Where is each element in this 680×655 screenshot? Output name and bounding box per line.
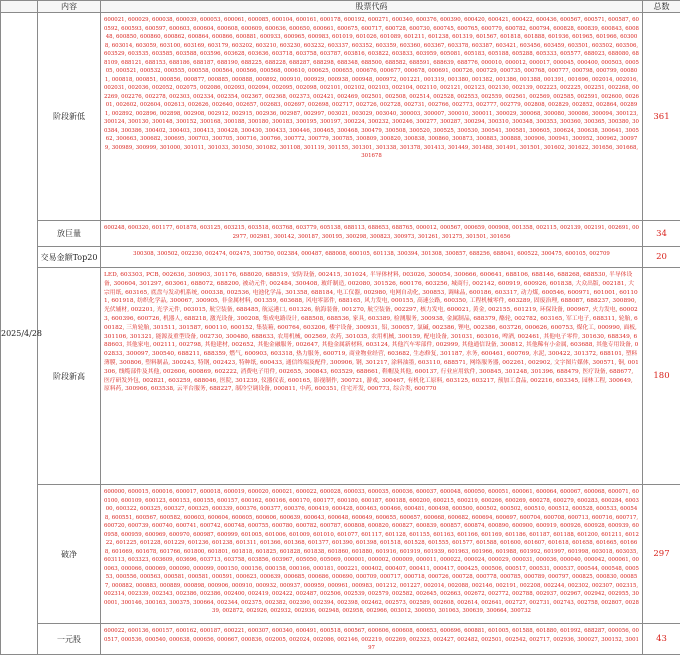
stock-codes-text: 600248, 600320, 601177, 601878, 603125, 603215, 603518, 603768, 603779, 605138, 688113, 688653, 688765, 000012, 000567, 000659, 000908, 001358, 002115, 002139, 002191, 002691, 002977, 002981, 300142, 300187, 300195, 300298, 300823, 300973, 301261, 301275, 301501, 301656 <box>104 225 639 240</box>
header-total: 总数 <box>643 1 680 13</box>
header-date <box>1 1 38 13</box>
stock-codes <box>101 624 643 655</box>
table-row <box>1 247 680 268</box>
table-row <box>1 13 680 221</box>
stock-list-text: LED, 603303, PCB, 002636, 300903, 301176, 688020, 688519, 安防设备, 002415, 301024, 半导体材料, 003026, 300054, 300666, 600641, 688106, 688146, 688268, 688530, 半导体设备, 300604, 301297, 603061, 688072, 688200, 被动元件, 002484, 300408, 玻纤制造, 002080, 301526, 600176, 603256, 城商行, 002142, 600919, 600926, 601838, 大众出版, 002181, 大宗用纸, 603165, 底盘与发动机系统, 000338, 002536, 电池化学品, 301358, 688184, 电工仪器, 002980, 电网自动化, 300853, 调味品, 600186, 603317, 动力煤, 600546, 600971, 601001, 601101, 601918, 纺织化学品, 300067, 300905, 非金属材料, 001359, 603688, 风电零部件, 688165, 风力发电, 000155, 高速公路, 600350, 工程机械零件, 603289, 固废治理, 688087, 688237, 300890, 光伏辅材, 002201, 光学元件, 003015, 航空装备, 688485, 航运港口, 601326, 航海装备, 001270, 航空装备, 002297, 核力发电, 600021, 黄金, 002155, 601219, 环保设备, 000967, 火力发电, 600023, 600396, 600726, 机器人, 688218, 激光设备, 300208, 集成电路设计, 688508, 688536, 家具, 603389, 检测服务, 300938, 金属制品, 688379, 酪轮, 002782, 603165, 军工电子, 688311, 轮胎, 600182, 三角轮胎, 301511, 301587, 600110, 600152, 集装箱, 600764, 603206, 楼宇设备, 300931, 铝, 300057, 氯碱, 002386, 锂电, 002386, 603726, 000626, 600753, 煤化工, 000990, 面板, 301106, 301321, 能源及重型设备, 002730, 300480, 688633, 农用机械, 002569, 农药, 301035, 农用机械, 300159, 配电设备, 301031, 603016, 啤酒, 002461, 其他电子零件, 301630, 688349, 688603, 其他家电, 002111, 002798, 其他建材, 002652, 其他金融服务, 002647, 其他金属新材料, 603124, 其他汽车零部件, 002999, 其他通信设备, 300812, 其他稀有小金属, 603688, 其他专用设备, 002833, 300097, 300540, 688211, 688359, 燃气, 600903, 603318, 热力服务, 600719, 商业物业经营, 603682, 生态修复, 301187, 水务, 600461, 600769, 水泥, 300422, 301372, 688101, 塑料薄膜, 300806, 塑料制品, 300243, 特钢, 002423, 特种纸, 600433, 通信终端及配件, 300906, 钢, 301217, 涂料油墨, 603110, 688571, 网络服务器, 002261, 002902, 文字图片媒体, 300571, 铜, 001306, 线缆部件及其他, 002606, 600869, 602222, 消费电子用件, 002655, 300843, 603529, 688661, 鞋帽及其他, 600137, 行业应用软件, 300845, 301248, 301396, 688479, 医疗设备, 688677, 医疗研发外包, 002821, 603259, 688046, 医院, 301239, 仪器仪表, 600165, 影视制作, 300721, 游戏, 300467, 有机化工原料, 603125, 603217, 预加工食品, 002216, 603345, 园林工程, 300649, 原料药, 300966, 603538, 云平台服务, 688227, 制冷空调设备, 000811, 中药, 600351, 住宅开发, 000773, 综合类, 600770 <box>104 272 639 393</box>
header-content: 内容 <box>38 1 101 13</box>
table-row <box>1 268 680 485</box>
category-name: 阶段新高 <box>38 268 101 485</box>
stock-codes-text: 300308, 300502, 002230, 002474, 002475, 300750, 002384, 000487, 688008, 600105, 601138, 300394, 301308, 300857, 688256, 688041, 600522, 300475, 600105, 002709 <box>133 251 610 257</box>
stock-codes <box>101 221 643 247</box>
stock-codes <box>101 247 643 268</box>
category-name: 阶段新低 <box>38 13 101 221</box>
category-name: 破净 <box>38 485 101 624</box>
category-name: 交易金额Top20 <box>38 247 101 268</box>
stock-codes <box>101 485 643 624</box>
stock-codes-text: 600022, 600136, 600157, 600162, 600187, 600221, 600307, 600340, 600491, 600518, 600567, 600606, 600608, 600653, 600696, 600881, 601005, 601588, 601880, 601992, 688287, 000056, 000517, 000536, 000540, 000638, 000656, 000667, 000836, 002005, 002024, 002086, 002146, 002219, 002269, 002323, 002427, 002482, 002501, 002542, 002717, 002936, 300027, 300152, 300197 <box>104 628 639 651</box>
stock-codes-text: 600021, 600029, 600038, 600039, 600053, 600061, 600085, 600104, 600161, 600178, 600192, 600271, 600340, 600376, 600390, 600420, 600421, 600422, 600436, 600567, 600571, 600587, 600592, 600593, 600597, 600603, 600604, 600608, 600609, 600636, 600650, 600661, 600675, 600717, 600728, 600730, 600745, 600765, 600779, 600782, 600794, 600828, 600839, 600843, 600848, 600850, 600860, 600862, 600864, 600866, 600881, 600933, 600965, 600983, 601019, 601026, 601089, 601211, 601238, 601319, 601567, 601818, 601888, 601936, 601965, 601966, 603008, 603014, 603059, 603100, 603169, 603179, 603202, 603210, 603230, 603232, 603337, 603352, 603359, 603360, 603367, 603378, 603387, 603421, 603456, 603459, 603501, 603502, 603506, 603529, 603535, 603585, 603588, 603596, 603628, 603636, 603718, 603758, 603787, 603816, 603822, 603833, 603959, 605081, 605183, 605188, 605288, 605333, 605577, 688023, 688080, 688109, 688121, 688153, 688186, 688187, 688190, 688225, 688228, 688287, 688298, 688348, 688500, 688582, 688591, 688639, 688776, 000010, 000012, 000017, 000045, 000400, 000503, 000505, 000521, 000532, 000555, 000558, 000564, 000566, 000568, 000610, 000625, 000655, 000676, 000677, 000678, 000691, 000726, 000729, 000735, 000768, 000777, 000798, 000799, 000801, 000818, 000851, 000856, 000877, 000885, 000888, 000892, 000910, 000929, 000938, 000948, 000972, 001221, 001319, 001380, 001382, 001386, 001388, 001391, 001696, 002014, 002016, 002031, 002036, 002052, 002075, 002086, 002093, 002094, 002095, 002098, 002101, 002102, 002103, 002104, 002110, 002121, 002123, 002130, 002139, 002223, 002225, 002251, 002268, 002269, 002276, 002278, 002303, 002334, 002354, 002367, 002368, 002373, 002421, 002469, 002501, 002508, 002514, 002528, 002553, 002559, 002561, 002569, 002585, 002591, 002600, 002601, 002602, 002604, 002613, 002626, 002640, 002657, 002683, 002697, 002698, 002717, 002726, 002728, 002731, 002766, 002773, 002777, 002779, 002808, 002829, 002852, 002864, 002891, 002892, 002896, 002898, 002908, 002912, 002915, 002936, 002987, 002997, 003021, 003029, 003040, 300003, 300007, 300010, 300011, 300029, 300068, 300080, 300086, 300094, 300123, 300124, 300130, 300148, 300152, 300168, 300188, 300180, 300183, 300195, 300197, 300224, 300232, 300246, 300277, 300287, 300294, 300310, 300348, 300353, 300360, 300365, 300380, 300384, 300386, 300402, 300403, 300413, 300428, 300430, 300433, 300446, 300465, 300468, 300479, 300508, 300520, 300525, 300530, 300541, 300581, 300605, 300624, 300638, 300641, 300562, 300663, 300682, 300695, 300703, 300705, 300716, 300766, 300772, 300779, 300785, 300809, 300820, 300838, 300860, 300873, 300883, 300888, 300906, 300941, 300952, 300962, 300979, 300989, 300999, 301000, 301011, 301033, 301050, 301082, 301108, 301119, 301155, 301301, 301338, 301378, 301413, 301449, 301488, 301491, 301501, 301602, 301622, 301656, 301668, 301678 <box>104 17 639 159</box>
category-total: 361 <box>643 13 680 221</box>
stock-list <box>101 268 643 485</box>
category-total: 297 <box>643 485 680 624</box>
header-codes: 股票代码 <box>101 1 643 13</box>
category-total: 34 <box>643 221 680 247</box>
category-name: 放巨量 <box>38 221 101 247</box>
table-row <box>1 485 680 624</box>
stock-codes-text: 600000, 600015, 600016, 600017, 600018, 600019, 600020, 600021, 600022, 600028, 600033, 600035, 600036, 600037, 600048, 600050, 600051, 600061, 600064, 600067, 600068, 600071, 600100, 600109, 600123, 600153, 600155, 600157, 600162, 600166, 600170, 600177, 600180, 600187, 600188, 600200, 600215, 600219, 600266, 600269, 600278, 600279, 600283, 600284, 600300, 600322, 600325, 600327, 600325, 600339, 600376, 600377, 600376, 600419, 600428, 600463, 600466, 600481, 600498, 600500, 600502, 600502, 600510, 600512, 600528, 600533, 600548, 600551, 600567, 600582, 600603, 600604, 600605, 600606, 600639, 600643, 600648, 600649, 600655, 600657, 600668, 600682, 600694, 600697, 600704, 600708, 600713, 600716, 600717, 600720, 600739, 600740, 600741, 600742, 600748, 600755, 600780, 600782, 600787, 600808, 600820, 600827, 600839, 600857, 600874, 600890, 600900, 600919, 600926, 600928, 600939, 600958, 600959, 600969, 600970, 600987, 600999, 601005, 601006, 601009, 601010, 601077, 601117, 601128, 601155, 601163, 601166, 601169, 601186, 601187, 601188, 601200, 601211, 601222, 601225, 601228, 601229, 601236, 601238, 601311, 601366, 601368, 601377, 601390, 601398, 601518, 601528, 601555, 601577, 601588, 601600, 601607, 601618, 601658, 601665, 601668, 601669, 601678, 601766, 601800, 601801, 601818, 601825, 601828, 601838, 601860, 601880, 601916, 601919, 601939, 601963, 601966, 601988, 601992, 601997, 601998, 603018, 603035, 603113, 603323, 603609, 603696, 603713, 603758, 603856, 603967, 605050, 605069, 000001, 000002, 000009, 000011, 000022, 000024, 000029, 000031, 000036, 000040, 000042, 000061, 000063, 000066, 000069, 000090, 000099, 000150, 000156, 000158, 000166, 000181, 000221, 000402, 000407, 000411, 000417, 000425, 000506, 000517, 000531, 000537, 000544, 000548, 000553, 000556, 000563, 000581, 000581, 000591, 000623, 000639, 000685, 000686, 000690, 000709, 000717, 000718, 000726, 000728, 000778, 000785, 000789, 000797, 000825, 000830, 000857, 000882, 000883, 000889, 000898, 000906, 000910, 000932, 000937, 000959, 000961, 000983, 001212, 001227, 002014, 002088, 002146, 002191, 002208, 002244, 002302, 002307, 002315, 002314, 002339, 002343, 002386, 002386, 002400, 002419, 002422, 002487, 002506, 002539, 002579, 002582, 002645, 002663, 002672, 002772, 002788, 002937, 002967, 002942, 002955, 300001, 300146, 300163, 300375, 300664, 002344, 002375, 002382, 002390, 002394, 002398, 002462, 002573, 002589, 002608, 002614, 002641, 002727, 002731, 002743, 002758, 002807, 002839, 002872, 002926, 002932, 002936, 002948, 002958, 002966, 003012, 300050, 301063, 300639, 300664, 300732 <box>104 489 639 614</box>
header-row <box>1 1 680 13</box>
category-name: 一元股 <box>38 624 101 655</box>
date-cell: 2025/4/28 <box>1 13 38 655</box>
table-row <box>1 624 680 655</box>
stock-codes <box>101 13 643 221</box>
table-row <box>1 221 680 247</box>
category-total: 20 <box>643 247 680 268</box>
category-total: 43 <box>643 624 680 655</box>
category-total: 180 <box>643 268 680 485</box>
